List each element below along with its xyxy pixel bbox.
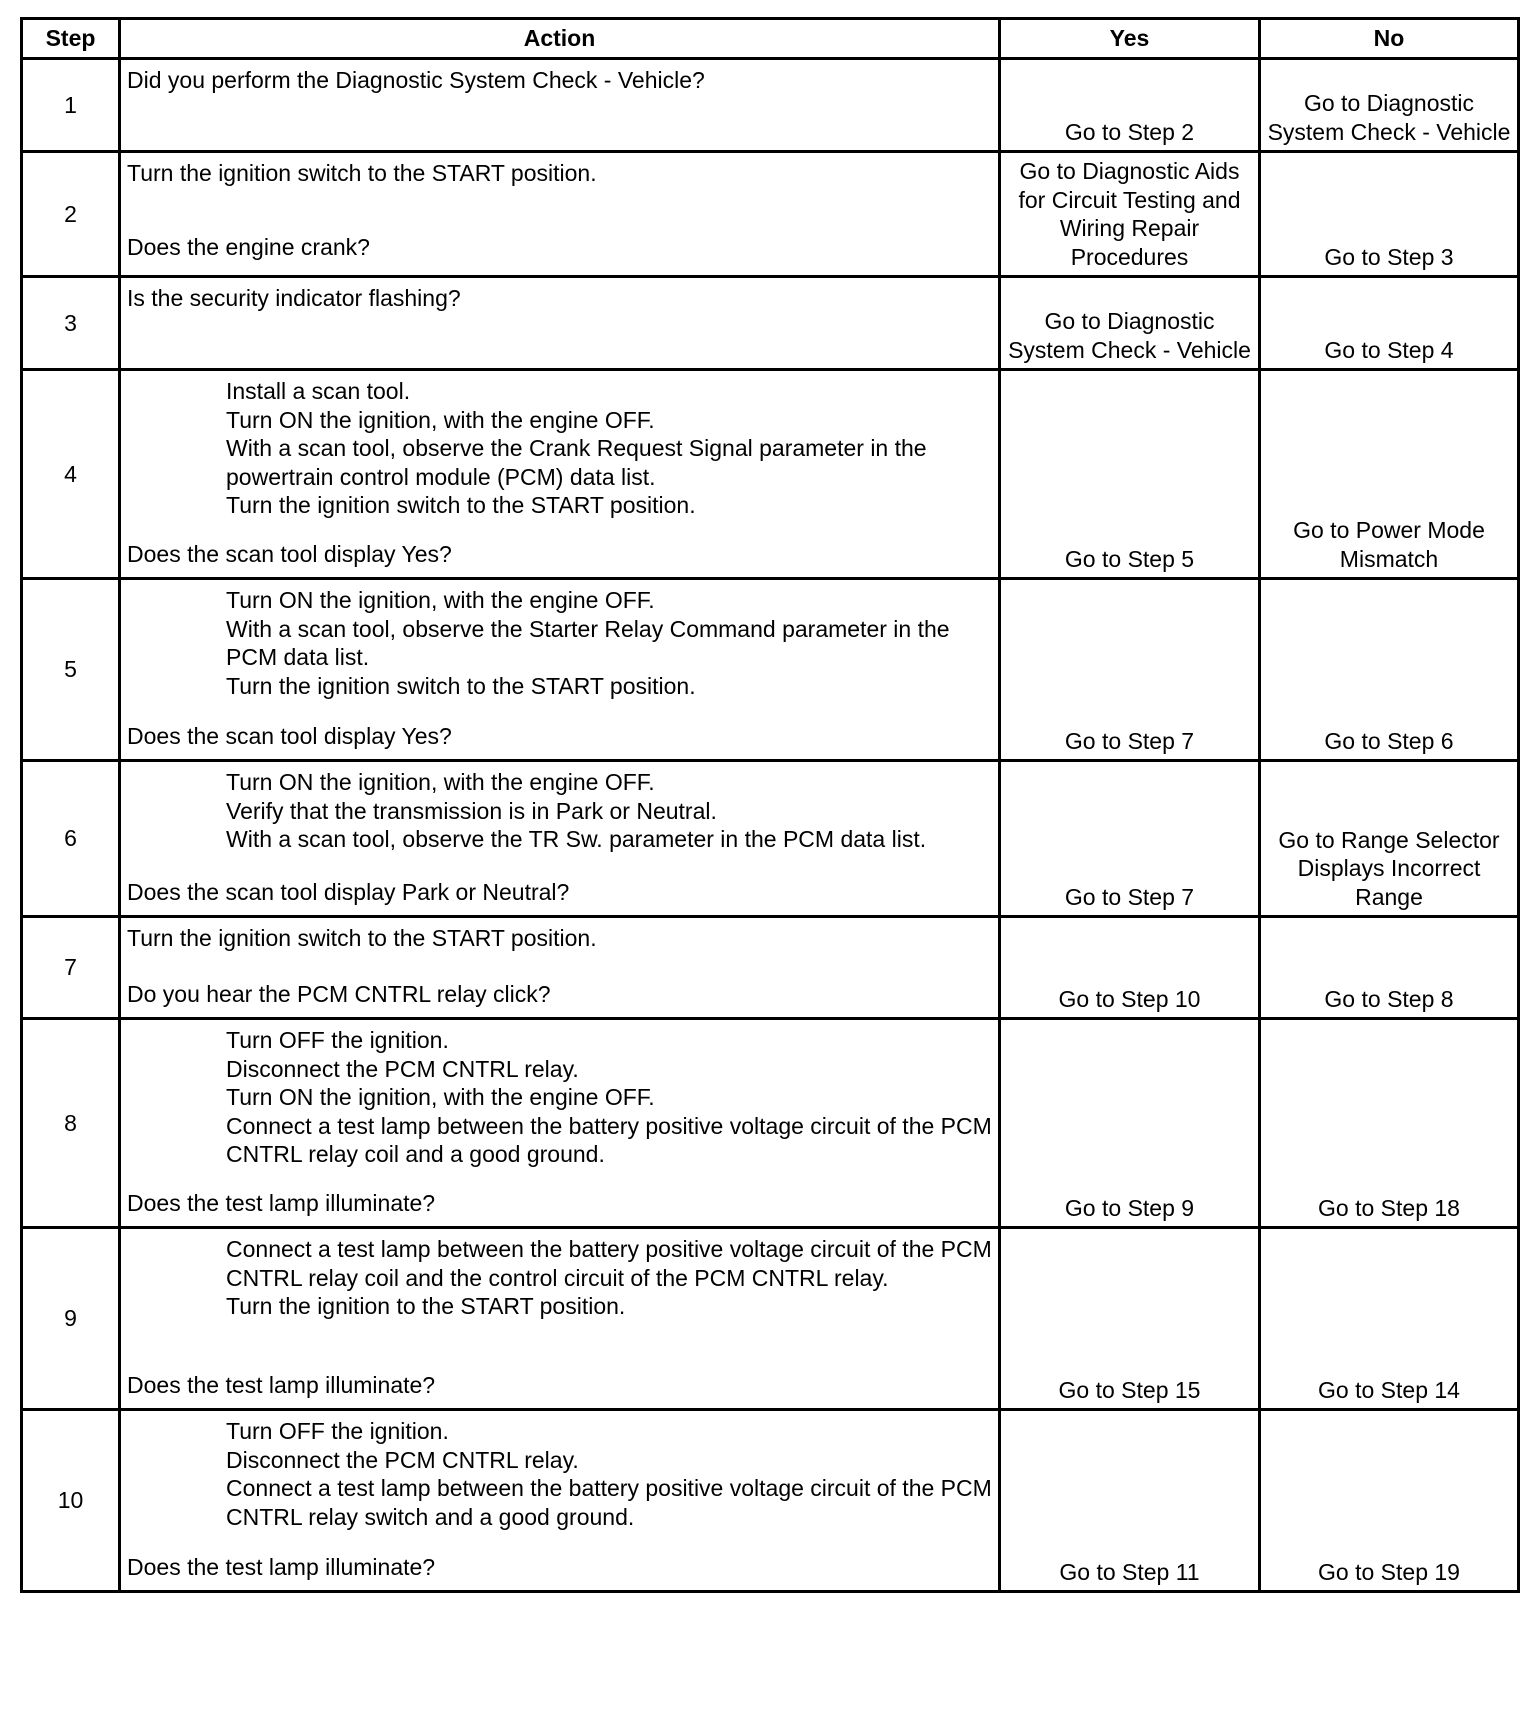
action-substep: Connect a test lamp between the battery positive voltage circuit of the PCM CNTRL relay switch and a good ground. — [226, 1475, 992, 1530]
action-content — [127, 1417, 992, 1581]
action-cell — [120, 1019, 1000, 1228]
action-question: Does the engine crank? — [127, 233, 370, 260]
no-result: Go to Step 19 — [1260, 1410, 1519, 1592]
table-row — [22, 1410, 1519, 1592]
action-content — [127, 1235, 992, 1399]
no-result: Go to Step 8 — [1260, 917, 1519, 1019]
action-content — [127, 1026, 992, 1217]
action-content — [127, 768, 992, 906]
action-substep: Turn ON the ignition, with the engine OFF. — [226, 587, 655, 613]
diagnostic-table — [20, 17, 1520, 1593]
action-question: Does the scan tool display Park or Neutral? — [127, 878, 570, 905]
no-result: Go to Step 14 — [1260, 1228, 1519, 1410]
no-result: Go to Step 6 — [1260, 579, 1519, 761]
yes-result: Go to Step 2 — [1000, 59, 1260, 152]
no-result: Go to Step 4 — [1260, 277, 1519, 370]
table-row — [22, 579, 1519, 761]
action-content — [127, 586, 992, 750]
header-step: Step — [22, 19, 120, 59]
step-number: 2 — [22, 152, 120, 277]
action-cell — [120, 1228, 1000, 1410]
table-row — [22, 59, 1519, 152]
table-row — [22, 1019, 1519, 1228]
step-number: 1 — [22, 59, 120, 152]
action-substep: Disconnect the PCM CNTRL relay. — [226, 1055, 579, 1082]
yes-result: Go to Step 10 — [1000, 917, 1260, 1019]
action-cell — [120, 1410, 1000, 1592]
table-row — [22, 277, 1519, 370]
action-cell — [120, 59, 1000, 152]
yes-result: Go to Step 5 — [1000, 370, 1260, 579]
table-row — [22, 152, 1519, 277]
no-result: Go to Power Mode Mismatch — [1260, 370, 1519, 579]
action-substep: Verify that the transmission is in Park or Neutral. — [226, 797, 717, 824]
action-substep: Turn the ignition switch to the START position. — [226, 492, 696, 518]
action-content — [127, 924, 992, 1008]
step-number: 3 — [22, 277, 120, 370]
action-substep: With a scan tool, observe the Starter Relay Command parameter in the PCM data list. — [226, 615, 950, 670]
yes-result: Go to Step 11 — [1000, 1410, 1260, 1592]
action-question: Does the test lamp illuminate? — [127, 1371, 436, 1398]
yes-result: Go to Step 15 — [1000, 1228, 1260, 1410]
action-substep: Connect a test lamp between the battery positive voltage circuit of the PCM CNTRL relay coil and a good ground. — [226, 1112, 992, 1167]
action-question: Does the scan tool display Yes? — [127, 540, 452, 567]
action-content — [127, 284, 992, 359]
header-action: Action — [120, 19, 1000, 59]
action-substep: Turn ON the ignition, with the engine OFF. — [226, 406, 655, 433]
yes-result: Go to Diagnostic System Check - Vehicle — [1000, 277, 1260, 370]
no-result: Go to Step 18 — [1260, 1019, 1519, 1228]
diagnostic-table-container — [20, 17, 1520, 1593]
action-content — [127, 377, 992, 568]
header-yes: Yes — [1000, 19, 1260, 59]
step-number: 5 — [22, 579, 120, 761]
step-number: 10 — [22, 1410, 120, 1592]
action-substep: Turn OFF the ignition. — [226, 1027, 449, 1053]
table-row — [22, 370, 1519, 579]
action-instruction: Turn the ignition switch to the START position. — [127, 160, 597, 186]
action-substep: Turn the ignition switch to the START position. — [226, 672, 696, 699]
header-no: No — [1260, 19, 1519, 59]
action-content — [127, 66, 992, 141]
no-result: Go to Diagnostic System Check - Vehicle — [1260, 59, 1519, 152]
action-instruction: Turn the ignition switch to the START position. — [127, 925, 597, 951]
yes-result: Go to Step 7 — [1000, 761, 1260, 917]
action-question: Does the test lamp illuminate? — [127, 1553, 436, 1580]
yes-result: Go to Diagnostic Aids for Circuit Testing and Wiring Repair Procedures — [1000, 152, 1260, 277]
action-substep: With a scan tool, observe the Crank Request Signal parameter in the powertrain control module (PCM) data list. — [226, 435, 927, 490]
action-instruction: Is the security indicator flashing? — [127, 285, 461, 311]
step-number: 8 — [22, 1019, 120, 1228]
action-question: Does the test lamp illuminate? — [127, 1189, 436, 1216]
action-substep: Turn the ignition to the START position. — [226, 1293, 626, 1319]
action-substep: Turn ON the ignition, with the engine OFF. — [226, 1084, 655, 1110]
step-number: 4 — [22, 370, 120, 579]
action-cell — [120, 917, 1000, 1019]
step-number: 6 — [22, 761, 120, 917]
action-substep: With a scan tool, observe the TR Sw. parameter in the PCM data list. — [226, 826, 927, 852]
table-body — [22, 59, 1519, 1592]
action-instruction: Did you perform the Diagnostic System Check - Vehicle? — [127, 67, 705, 93]
table-row — [22, 761, 1519, 917]
action-question: Does the scan tool display Yes? — [127, 722, 452, 749]
yes-result: Go to Step 9 — [1000, 1019, 1260, 1228]
action-cell — [120, 761, 1000, 917]
table-row — [22, 917, 1519, 1019]
action-content — [127, 159, 992, 261]
no-result: Go to Range Selector Displays Incorrect Range — [1260, 761, 1519, 917]
table-row — [22, 1228, 1519, 1410]
action-substep: Connect a test lamp between the battery positive voltage circuit of the PCM CNTRL relay coil and the control circuit of the PCM CNTRL relay. — [226, 1236, 992, 1291]
action-cell — [120, 277, 1000, 370]
yes-result: Go to Step 7 — [1000, 579, 1260, 761]
action-substep: Turn OFF the ignition. — [226, 1418, 449, 1444]
action-substep: Disconnect the PCM CNTRL relay. — [226, 1446, 579, 1473]
action-substep: Install a scan tool. — [226, 378, 411, 404]
action-cell — [120, 579, 1000, 761]
step-number: 7 — [22, 917, 120, 1019]
action-question: Do you hear the PCM CNTRL relay click? — [127, 980, 551, 1007]
action-substep: Turn ON the ignition, with the engine OFF. — [226, 769, 655, 795]
action-cell — [120, 370, 1000, 579]
no-result: Go to Step 3 — [1260, 152, 1519, 277]
action-cell — [120, 152, 1000, 277]
header-row — [22, 19, 1519, 59]
step-number: 9 — [22, 1228, 120, 1410]
